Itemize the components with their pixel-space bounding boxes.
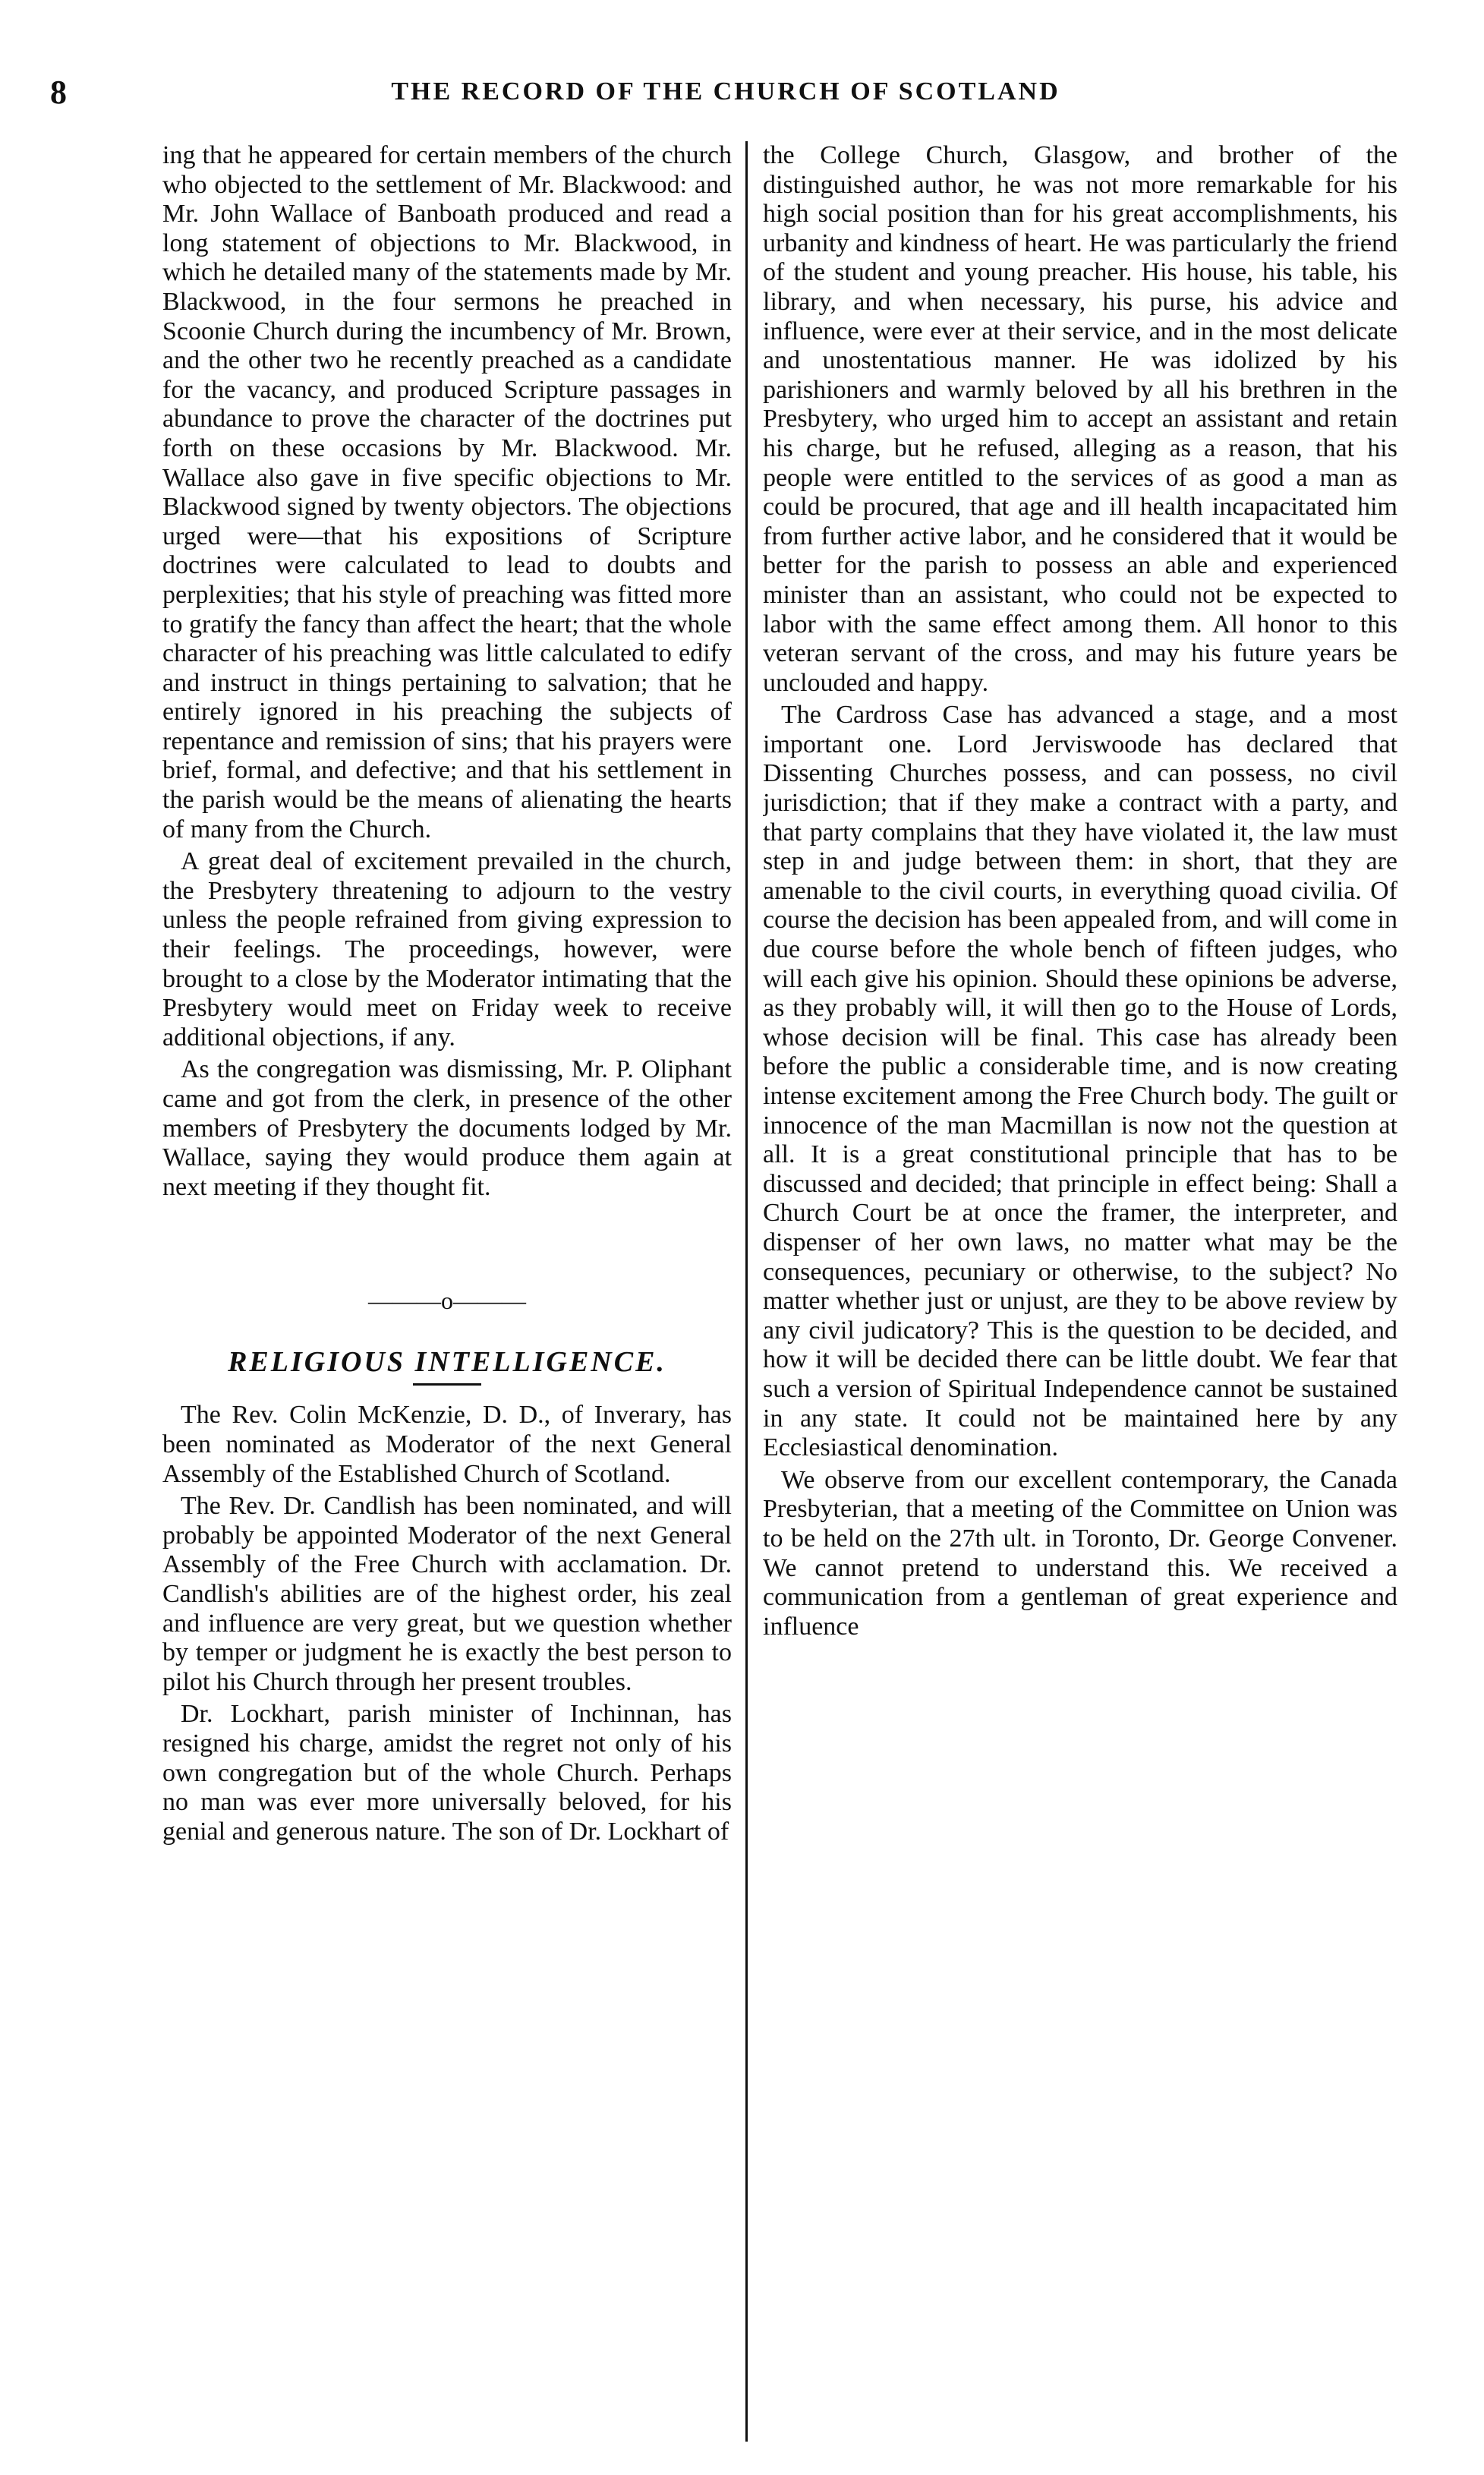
article-paragraph: ing that he appeared for certain members of the church who objected to the settlement of Mr. Blackwood: and Mr. John Wallace of Banboath produced and read a long statement of objections to Mr. Blackwood, in which he detailed many of the statements made by Mr. Blackwood, in the four sermons he preached in Scoonie Church during the incumbency of Mr. Brown, and the other two he recently preached as a candidate for the vacancy, and produced Scripture passages in abundance to prove the character of the doctrines put forth on these occasions by Mr. Blackwood. Mr. Wallace also gave in five specific objections to Mr. Blackwood signed by twenty objectors. The objections urged were—that his expositions of Scripture doctrines were calculated to lead to doubts and perplexities; that his style of preaching was fitted more to gratify the fancy than affect the heart; that the whole character of his preaching was little calculated to edify and instruct in things pertaining to salvation; that he entirely ignored in his preaching the subjects of repentance and remission of sins; that his prayers were brief, formal, and defective; and that his settlement in the parish would be the means of alienating the hearts of many from the Church. — [162, 141, 732, 843]
article-paragraph: As the congregation was dismissing, Mr. P. Oliphant came and got from the clerk, in presence of the other members of Presbytery the documents lodged by Mr. Wallace, saying they would produce them again at next meeting if they thought fit. — [162, 1055, 732, 1201]
heading-rule — [413, 1383, 481, 1386]
page-number: 8 — [50, 74, 67, 111]
right-column — [763, 141, 1397, 2442]
news-paragraph: the College Church, Glasgow, and brother of the distinguished author, he was not more remarkable for his high social position than for his great accomplishments, his urbanity and kindness of heart. He was particularly the friend of the student and young preacher. His house, his table, his library, and when necessary, his purse, his advice and influence, were ever at their service, and in the most delicate and unostentatious manner. He was idolized by his parishioners and warmly beloved by all his brethren in the Presbytery, who urged him to accept an assistant and retain his charge, but he refused, alleging as a reason, that his people were entitled to the services of as good a man as could be procured, that age and ill health incapacitated him from further active labor, and he considered that it would be better for the parish to possess an able and experienced minister than an assistant, who could not be expected to labor with the same effect among them. All honor to this veteran servant of the cross, and may his future years be unclouded and happy. — [763, 141, 1397, 697]
news-paragraph: The Rev. Dr. Candlish has been nominated, and will probably be appointed Moderator of the next General Assembly of the Free Church with acclamation. Dr. Candlish's abilities are of the highest order, his zeal and influence are very great, but we question whether by temper or judgment he is exactly the best person to pilot his Church through her present troubles. — [162, 1492, 732, 1696]
news-paragraph: Dr. Lockhart, parish minister of Inchinnan, has resigned his charge, amidst the regret not only of his own congregation but of the whole Church. Perhaps no man was ever more universally beloved, for his genial and generous nature. The son of Dr. Lockhart of — [162, 1700, 732, 1846]
section-heading: RELIGIOUS INTELLIGENCE. — [228, 1346, 666, 1379]
running-title: THE RECORD OF THE CHURCH OF SCOTLAND — [391, 77, 1060, 106]
column-divider — [745, 141, 748, 2442]
news-paragraph: The Rev. Colin McKenzie, D. D., of Inverary, has been nominated as Moderator of the next General Assembly of the Established Church of Scotland. — [162, 1401, 732, 1488]
section-separator: ———o——— — [368, 1287, 526, 1315]
news-paragraph: The Cardross Case has advanced a stage, and a most important one. Lord Jerviswoode has declared that Dissenting Churches possess, and can possess, no civil jurisdiction; that if they make a contract with a party, and that party complains that they have violated it, the law must step in and judge between them: in short, that they are amenable to the civil courts, in everything quoad civilia. Of course the decision has been appealed from, and will come in due course before the whole bench of fifteen judges, who will each give his opinion. Should these opinions be adverse, as they probably will, it will then go to the House of Lords, whose decision will be final. This case has already been before the public a considerable time, and is now creating intense excitement among the Free Church body. The guilt or innocence of the man Macmillan is now not the question at all. It is a great constitutional principle that has to be discussed and decided; that principle in effect being: Shall a Church Court be at once the framer, the interpreter, and dispenser of her own laws, no matter what may be the consequences, pecuniary or otherwise, to the subject? No matter whether just or unjust, are they to be above review by any civil judicatory? This is the question to be decided, and how it will be decided there can be little doubt. We fear that such a version of Spiritual Independence cannot be sustained in any state. It could not be maintained here by any Ecclesiastical denomination. — [763, 701, 1397, 1462]
left-column — [162, 141, 732, 2442]
page-header — [50, 73, 1401, 118]
news-paragraph: We observe from our excellent contemporary, the Canada Presbyterian, that a meeting of the Committee on Union was to be held on the 27th ult. in Toronto, Dr. George Convener. We cannot pretend to understand this. We received a communication from a gentleman of great experience and influence — [763, 1465, 1397, 1641]
article-paragraph: A great deal of excitement prevailed in the church, the Presbytery threatening to adjourn to the vestry unless the people refrained from giving expression to their feelings. The proceedings, however, were brought to a close by the Moderator intimating that the Presbytery would meet on Friday week to receive additional objections, if any. — [162, 847, 732, 1051]
